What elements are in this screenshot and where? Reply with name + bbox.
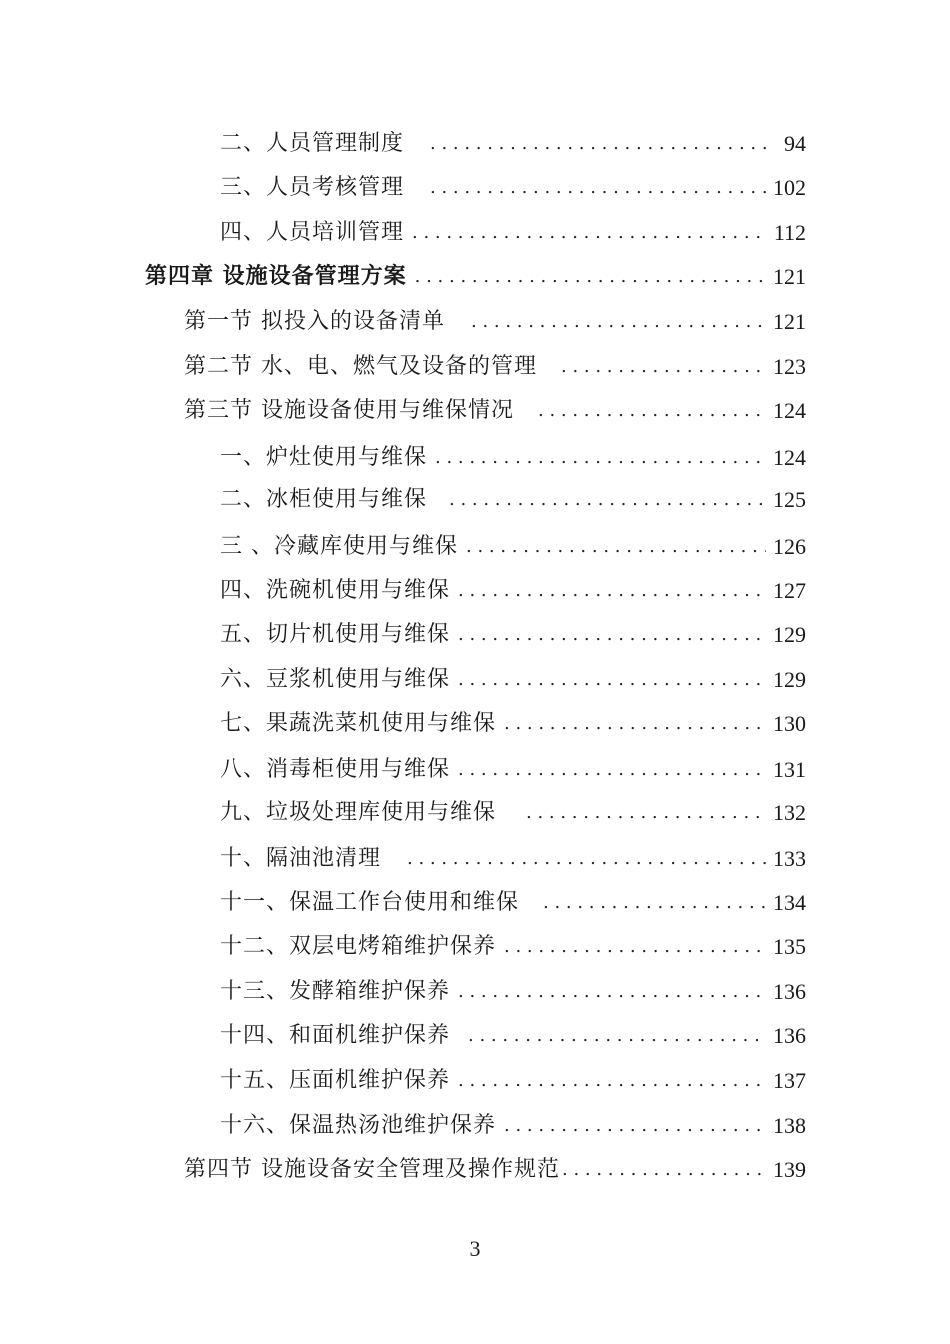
toc-entry-page: 130	[773, 711, 806, 736]
toc-leader-dots	[412, 215, 766, 251]
toc-entry-page: 126	[773, 534, 806, 559]
toc-leader-dots	[504, 929, 766, 965]
toc-leader-dots	[458, 974, 766, 1010]
toc-entry-page: 102	[773, 175, 806, 200]
toc-section-entry[interactable]	[184, 304, 806, 340]
toc-entry-title: 三 、冷藏库使用与维保	[220, 534, 458, 559]
toc-leader-dots	[430, 126, 766, 162]
toc-entry[interactable]	[220, 126, 806, 162]
toc-leader-dots	[471, 304, 766, 340]
toc-entry[interactable]	[220, 706, 806, 742]
toc-section-title: 第三节 设施设备使用与维保情况	[184, 398, 514, 423]
toc-entry-page: 136	[773, 1023, 806, 1048]
toc-entry[interactable]	[220, 795, 806, 831]
toc-entry[interactable]	[220, 215, 806, 251]
toc-leader-dots	[466, 529, 766, 565]
toc-entry-title: 五、切片机使用与维保	[220, 622, 451, 647]
toc-entry-page: 124	[773, 445, 806, 470]
toc-leader-dots	[407, 841, 766, 877]
toc-entry-title: 二、人员管理制度	[220, 131, 405, 156]
toc-entry[interactable]	[220, 1063, 806, 1099]
toc-leader-dots	[561, 349, 766, 385]
toc-entry[interactable]	[220, 929, 806, 965]
toc-section-entry[interactable]	[184, 349, 806, 385]
toc-entry-title: 十六、保温热汤池维护保养	[220, 1113, 497, 1138]
toc-leader-dots	[435, 440, 766, 476]
toc-entry-title: 十二、双层电烤箱维护保养	[220, 934, 497, 959]
toc-section-entry[interactable]	[184, 393, 806, 429]
toc-entry-title: 七、果蔬洗菜机使用与维保	[220, 711, 497, 736]
toc-leader-dots	[458, 573, 766, 609]
toc-entry-page: 134	[773, 890, 806, 915]
toc-entry[interactable]	[220, 440, 806, 476]
toc-entry-page: 139	[773, 1157, 806, 1182]
toc-leader-dots	[468, 1018, 766, 1054]
toc-leader-dots	[526, 795, 766, 831]
toc-entry-title: 三、人员考核管理	[220, 175, 405, 200]
toc-entry-title: 六、豆浆机使用与维保	[220, 667, 451, 692]
toc-entry-title: 四、洗碗机使用与维保	[220, 578, 451, 603]
toc-entry-page: 129	[773, 667, 806, 692]
toc-section-entry[interactable]	[184, 1152, 806, 1188]
toc-chapter-title: 第四章 设施设备管理方案	[145, 264, 407, 289]
toc-entry-page: 94	[784, 131, 806, 156]
toc-entry-page: 112	[773, 220, 806, 245]
toc-entry[interactable]	[220, 885, 806, 921]
toc-section-title: 第二节 水、电、燃气及设备的管理	[184, 354, 537, 379]
toc-entry-title: 十一、保温工作台使用和维保	[220, 890, 520, 915]
toc-entry-page: 123	[773, 354, 806, 379]
toc-entry[interactable]	[220, 974, 806, 1010]
toc-leader-dots	[562, 1152, 766, 1188]
toc-leader-dots	[430, 170, 766, 206]
toc-entry-page: 131	[773, 757, 806, 782]
toc-leader-dots	[415, 259, 766, 295]
toc-entry-title: 十五、压面机维护保养	[220, 1068, 451, 1093]
toc-leader-dots	[504, 706, 766, 742]
toc-entry-page: 138	[773, 1113, 806, 1138]
toc-section-title: 第一节 拟投入的设备清单	[184, 309, 445, 334]
page-number: 3	[469, 1236, 481, 1261]
toc-entry[interactable]	[220, 1108, 806, 1144]
toc-entry[interactable]	[220, 482, 806, 518]
toc-entry-title: 十三、发酵箱维护保养	[220, 979, 451, 1004]
toc-entry-page: 136	[773, 979, 806, 1004]
toc-entry[interactable]	[220, 841, 806, 877]
toc-leader-dots	[538, 393, 766, 429]
toc-entry-title: 一、炉灶使用与维保	[220, 445, 428, 470]
toc-entry-page: 125	[773, 487, 806, 512]
toc-entry[interactable]	[220, 1018, 806, 1054]
toc-entry[interactable]	[220, 170, 806, 206]
toc-entry-title: 四、人员培训管理	[220, 220, 405, 245]
toc-entry-page: 127	[773, 578, 806, 603]
toc-entry-page: 133	[773, 846, 806, 871]
toc-entry-title: 十四、和面机维护保养	[220, 1023, 451, 1048]
toc-entry-page: 121	[773, 309, 806, 334]
toc-entry-page: 124	[773, 398, 806, 423]
toc-leader-dots	[458, 617, 766, 653]
toc-entry[interactable]	[220, 617, 806, 653]
toc-entry-title: 十、隔油池清理	[220, 846, 382, 871]
toc-entry[interactable]	[220, 529, 806, 565]
toc-leader-dots	[449, 482, 766, 518]
toc-entry[interactable]	[220, 573, 806, 609]
toc-entry[interactable]	[220, 662, 806, 698]
toc-entry[interactable]	[220, 752, 806, 788]
toc-entry-page: 137	[773, 1068, 806, 1093]
toc-leader-dots	[543, 885, 766, 921]
toc-entry-title: 九、垃圾处理库使用与维保	[220, 800, 497, 825]
toc-entry-page: 129	[773, 622, 806, 647]
toc-entry-page: 135	[773, 934, 806, 959]
toc-section-title: 第四节 设施设备安全管理及操作规范	[184, 1157, 560, 1182]
toc-leader-dots	[458, 1063, 766, 1099]
toc-leader-dots	[458, 752, 766, 788]
toc-chapter-entry[interactable]	[145, 259, 806, 295]
toc-entry-page: 121	[773, 264, 806, 289]
toc-entry-title: 二、冰柜使用与维保	[220, 487, 428, 512]
toc-entry-page: 132	[773, 800, 806, 825]
toc-leader-dots	[504, 1108, 766, 1144]
toc-entry-title: 八、消毒柜使用与维保	[220, 757, 451, 782]
toc-leader-dots	[458, 662, 766, 698]
